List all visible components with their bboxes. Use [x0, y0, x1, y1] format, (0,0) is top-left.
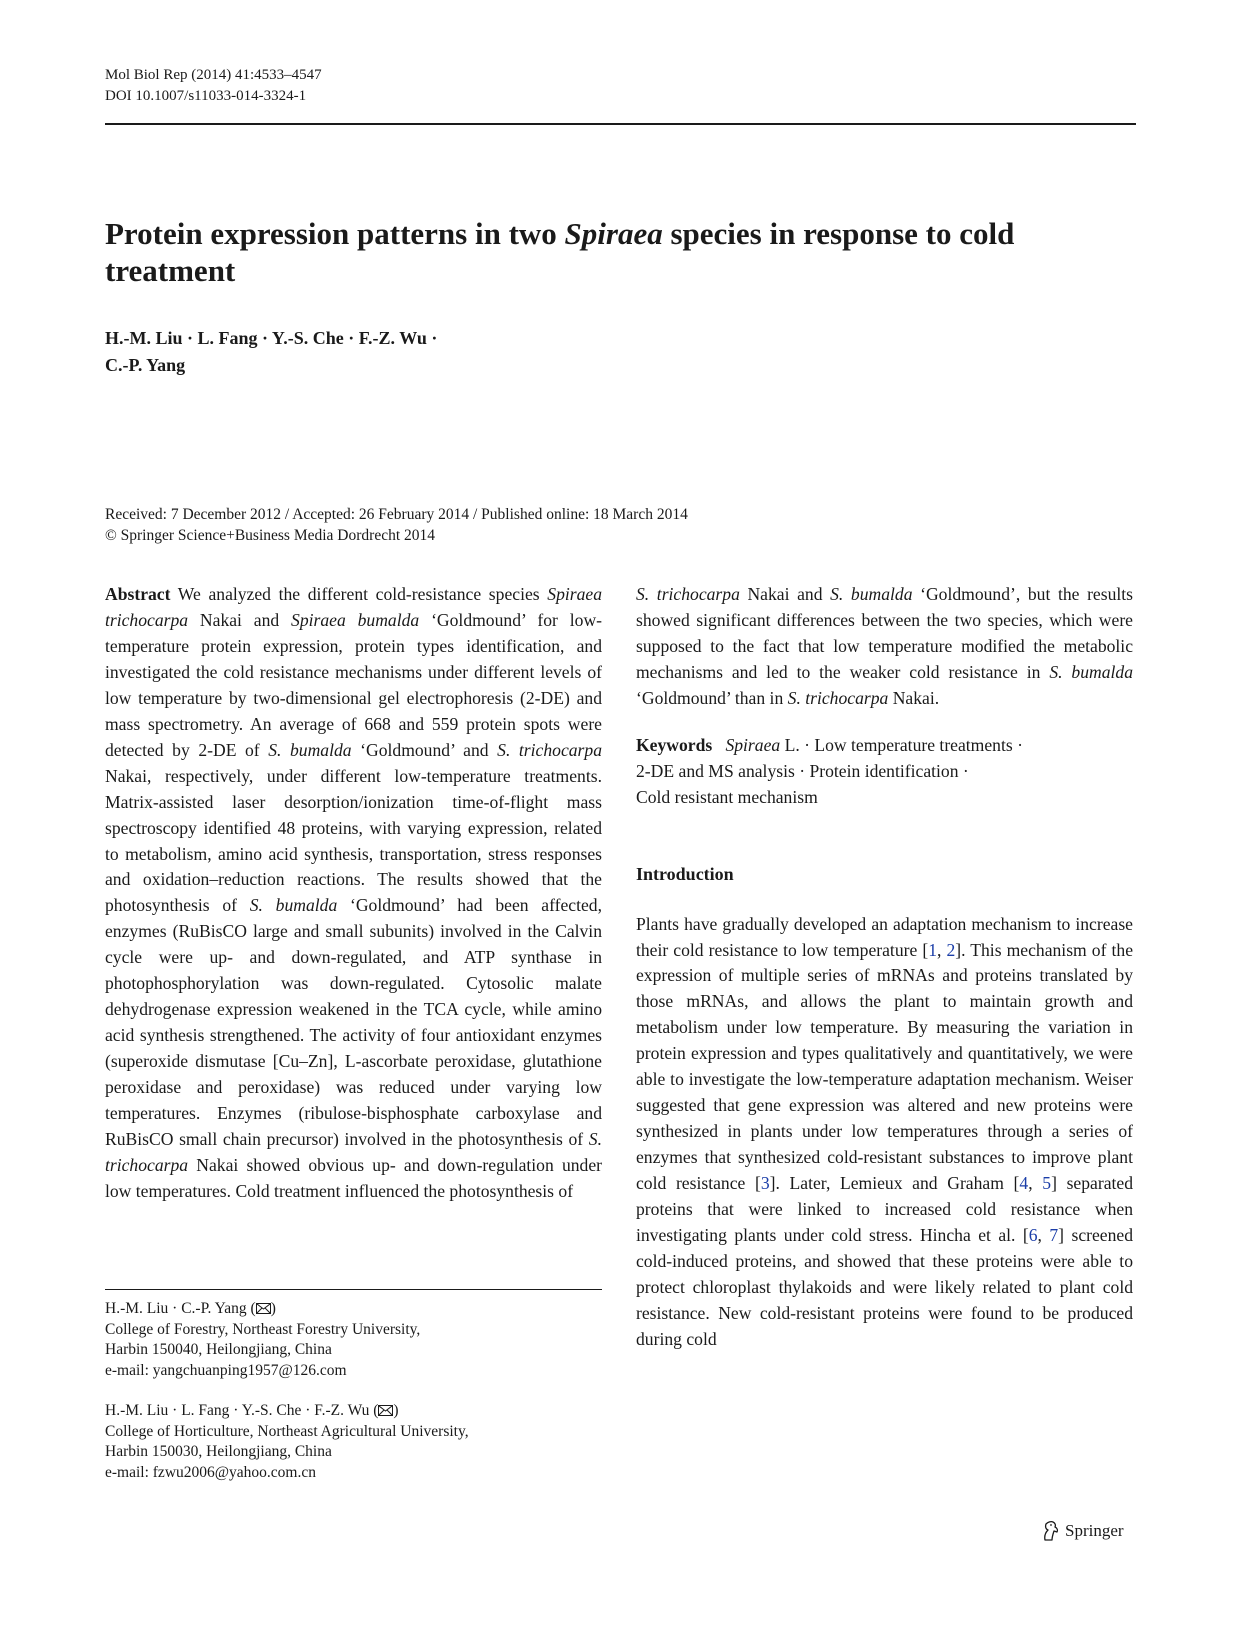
- institution: College of Horticulture, Northeast Agricultural University,: [105, 1422, 469, 1440]
- section-heading-introduction: Introduction: [636, 863, 734, 884]
- introduction-paragraph: Plants have gradually developed an adaptation mechanism to increase their cold resistance to low temperature [1, 2]. This mechanism of the expression of multiple series of mRNAs and proteins translated by those mRNAs, and allows the plant to maintain growth and metabolism under low temperature. By measuring the variation in protein expression and types qualitatively and quantitatively, we were able to investigate the low-temperature adaptation mechanism. Weiser suggested that gene expression was altered and new proteins were synthesized in plants under low temperatures through a series of enzymes that synthesized cold-resistant substances to improve plant cold resistance [3]. Later, Lemieux and Graham [4, 5] separated proteins that were linked to increased cold resistance when investigating plants under cold stress. Hincha et al. [6, 7] screened cold-induced proteins, and showed that these proteins were able to protect chloroplast thylakoids and were likely related to plant cold resistance. New cold-resistant proteins were found to be produced during cold: [636, 913, 1134, 1349]
- keywords-label: Keywords: [636, 734, 713, 755]
- email[interactable]: e-mail: yangchuanping1957@126.com: [105, 1361, 347, 1379]
- publisher-logo: [1040, 1520, 1124, 1542]
- article-title: Protein expression patterns in two Spiraea species in response to cold treatment: [105, 216, 1015, 288]
- institution: College of Forestry, Northeast Forestry University,: [105, 1320, 421, 1338]
- envelope-icon: [378, 1405, 393, 1416]
- address: Harbin 150030, Heilongjiang, China: [105, 1443, 332, 1460]
- right-column: [636, 582, 1133, 1353]
- authors-line: H.-M. Liu · L. Fang · Y.-S. Che · F.-Z. Wu ·: [105, 328, 438, 348]
- springer-horse-icon: [1040, 1520, 1060, 1542]
- citation-link[interactable]: 4: [1019, 1173, 1029, 1194]
- abstract-continuation: S. trichocarpa Nakai and S. bumalda ‘Goldmound’, but the results showed significant differences between the two species, which were supposed to the fact that low temperature modified the metabolic mechanisms and led to the weaker cold resistance in S. bumalda ‘Goldmound’ than in S. trichocarpa Nakai.: [636, 584, 1134, 708]
- citation-link[interactable]: 2: [946, 939, 956, 960]
- keywords-line: Cold resistant mechanism: [636, 786, 818, 807]
- citation-link[interactable]: 6: [1028, 1225, 1038, 1246]
- journal-citation: Mol Biol Rep (2014) 41:4533–4547: [105, 67, 322, 83]
- doi: DOI 10.1007/s11033-014-3324-1: [105, 88, 307, 104]
- envelope-icon: [256, 1303, 271, 1314]
- left-column: [105, 582, 602, 1205]
- keywords: Keywords Spiraea L. · Low temperature treatments · 2-DE and MS analysis · Protein identification · Cold resistant mechanism: [636, 733, 1133, 811]
- footnote-rule: [105, 1289, 602, 1290]
- affiliation-block: H.-M. Liu · C.-P. Yang ( ) College of Forestry, Northeast Forestry University, Harbin 150040, Heilongjiang, China e-mail: yangchuanping1957@126.com: [105, 1299, 420, 1381]
- email[interactable]: e-mail: fzwu2006@yahoo.com.cn: [105, 1463, 316, 1481]
- citation-link[interactable]: 5: [1042, 1173, 1052, 1194]
- citation-link[interactable]: 3: [760, 1173, 770, 1194]
- dates-line: Received: 7 December 2012 / Accepted: 26 February 2014 / Published online: 18 March 2014: [105, 506, 688, 523]
- citation-link[interactable]: 1: [928, 939, 937, 960]
- affiliation-block: H.-M. Liu · L. Fang · Y.-S. Che · F.-Z. Wu ( ) College of Horticulture, Northeast Agricultural University, Harbin 150030, Heilongjiang, China e-mail: fzwu2006@yahoo.com.cn: [105, 1401, 469, 1483]
- address: Harbin 150040, Heilongjiang, China: [105, 1341, 332, 1358]
- citation-link[interactable]: 7: [1049, 1225, 1059, 1246]
- publication-history: [105, 504, 688, 546]
- keywords-line: 2-DE and MS analysis · Protein identification ·: [636, 760, 969, 781]
- journal-header: [105, 65, 322, 107]
- author-list: [105, 325, 437, 379]
- authors-line: C.-P. Yang: [105, 355, 186, 375]
- copyright-line: © Springer Science+Business Media Dordrecht 2014: [105, 527, 436, 544]
- header-rule: [105, 123, 1136, 125]
- abstract-paragraph: Abstract We analyzed the different cold-resistance species Spiraea trichocarpa Nakai and Spiraea bumalda ‘Goldmound’ for low-temperature protein expression, protein types identification, and investigated the cold resistance mechanisms under different levels of low temperature by two-dimensional gel electrophoresis (2-DE) and mass spectrometry. An average of 668 and 559 protein spots were detected by 2-DE of S. bumalda ‘Goldmound’ and S. trichocarpa Nakai, respectively, under different low-temperature treatments. Matrix-assisted laser desorption/ionization time-of-flight mass spectroscopy identified 48 proteins, with varying expression, related to metabolism, amino acid synthesis, transportation, stress responses and oxidation–reduction reactions. The results showed that the photosynthesis of S. bumalda ‘Goldmound’ had been affected, enzymes (RuBisCO large and small subunits) involved in the Calvin cycle were up- and down-regulated, and ATP synthase in photophosphorylation was down-regulated. Cytosolic malate dehydrogenase expression weakened in the TCA cycle, while amino acid synthesis strengthened. The activity of four antioxidant enzymes (superoxide dismutase [Cu–Zn], L-ascorbate peroxidase, glutathione peroxidase and peroxidase) was reduced under varying low temperatures. Enzymes (ribulose-bisphosphate carboxylase and RuBisCO small chain precursor) involved in the photosynthesis of S. trichocarpa Nakai showed obvious up- and down-regulation under low temperatures. Cold treatment influenced the photosynthesis of: [105, 584, 603, 1201]
- publisher-name: Springer: [1065, 1521, 1124, 1540]
- abstract-label: Abstract: [105, 584, 171, 604]
